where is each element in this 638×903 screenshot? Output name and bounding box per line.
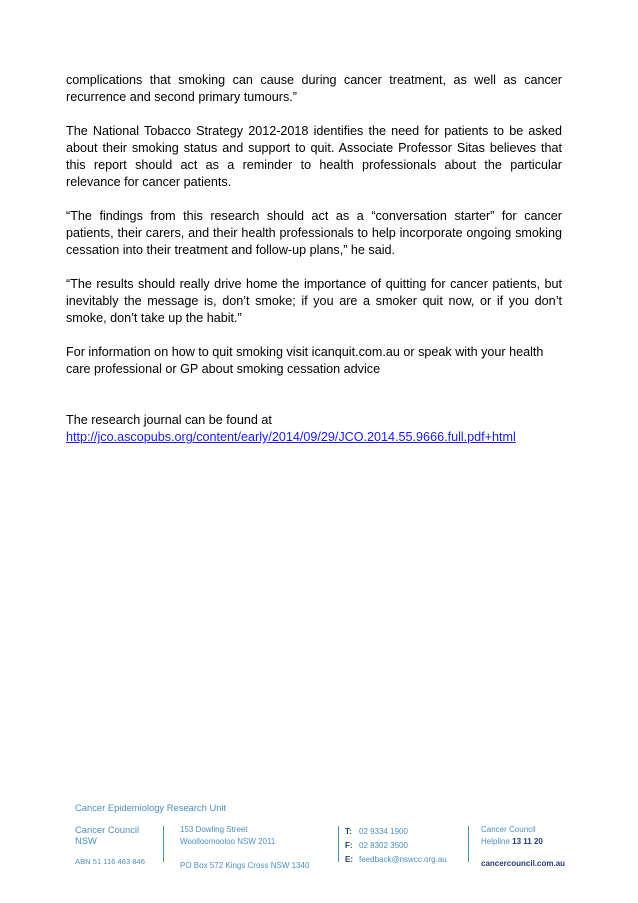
footer-address-line1: 153 Dowling Street xyxy=(180,825,248,834)
journal-intro: The research journal can be found at xyxy=(66,413,272,427)
paragraph-quit-info: For information on how to quit smoking visit icanquit.com.au or speak with your health care professional or GP about smoking cessation advice xyxy=(66,345,544,376)
footer-org xyxy=(75,824,165,867)
paragraph-complications: complications that smoking can cause during cancer treatment, as well as cancer recurrence and second primary tumours.” xyxy=(66,73,562,104)
paragraph-tobacco-strategy: The National Tobacco Strategy 2012-2018 identifies the need for patients to be asked about their smoking status and support to quit. Associate Professor Sitas believes that this report should act as a reminder to health professionals about the particular relevance for cancer patients. xyxy=(66,124,562,189)
footer-email-row xyxy=(345,854,495,866)
phone-number: 02 9334 1900 xyxy=(359,827,408,836)
fax-number: 02 8302 3500 xyxy=(359,841,408,850)
footer-helpline xyxy=(481,824,581,870)
footer-contact xyxy=(345,826,495,868)
helpline-label: Helpline xyxy=(481,837,510,846)
document-body xyxy=(66,72,562,446)
footer-unit-name: Cancer Epidemiology Research Unit xyxy=(75,802,227,813)
footer-fax-row xyxy=(345,840,495,852)
helpline-number: 13 11 20 xyxy=(512,837,543,846)
footer-org-line1: Cancer Council xyxy=(75,824,140,835)
journal-link[interactable]: http://jco.ascopubs.org/content/early/2014/09/29/JCO.2014.55.9666.full.pdf+html xyxy=(66,430,516,444)
helpline-org: Cancer Council xyxy=(481,825,536,834)
helpline-row xyxy=(481,836,581,848)
footer-divider xyxy=(338,826,339,862)
email-label: E: xyxy=(345,855,353,864)
footer-divider xyxy=(163,826,164,862)
paragraph-findings-quote: “The findings from this research should act as a “conversation starter” for cancer patients, their carers, and their health professionals to help incorporate ongoing smoking cessation into their treatment and follow-up plans,” he said. xyxy=(66,209,562,257)
paragraph-results-quote: “The results should really drive home the importance of quitting for cancer patients, but inevitably the message is, don’t smoke; if you are a smoker quit now, or if you don’t smoke, don’t take up the habit.” xyxy=(66,277,562,325)
footer-divider xyxy=(468,826,469,862)
footer-address-line2: Woolloomooloo NSW 2011 xyxy=(180,837,276,846)
phone-label: T: xyxy=(345,827,352,836)
footer-phone-row xyxy=(345,826,495,838)
footer-org-line2: NSW xyxy=(75,835,97,846)
footer-address xyxy=(180,824,330,872)
footer-abn: ABN 51 116 463 846 xyxy=(75,857,145,866)
email-address: feedback@nswcc.org.au xyxy=(359,855,447,864)
fax-label: F: xyxy=(345,841,353,850)
footer-po-box: PO Box 572 Kings Cross NSW 1340 xyxy=(180,861,310,870)
footer-website: cancercouncil.com.au xyxy=(481,859,566,868)
